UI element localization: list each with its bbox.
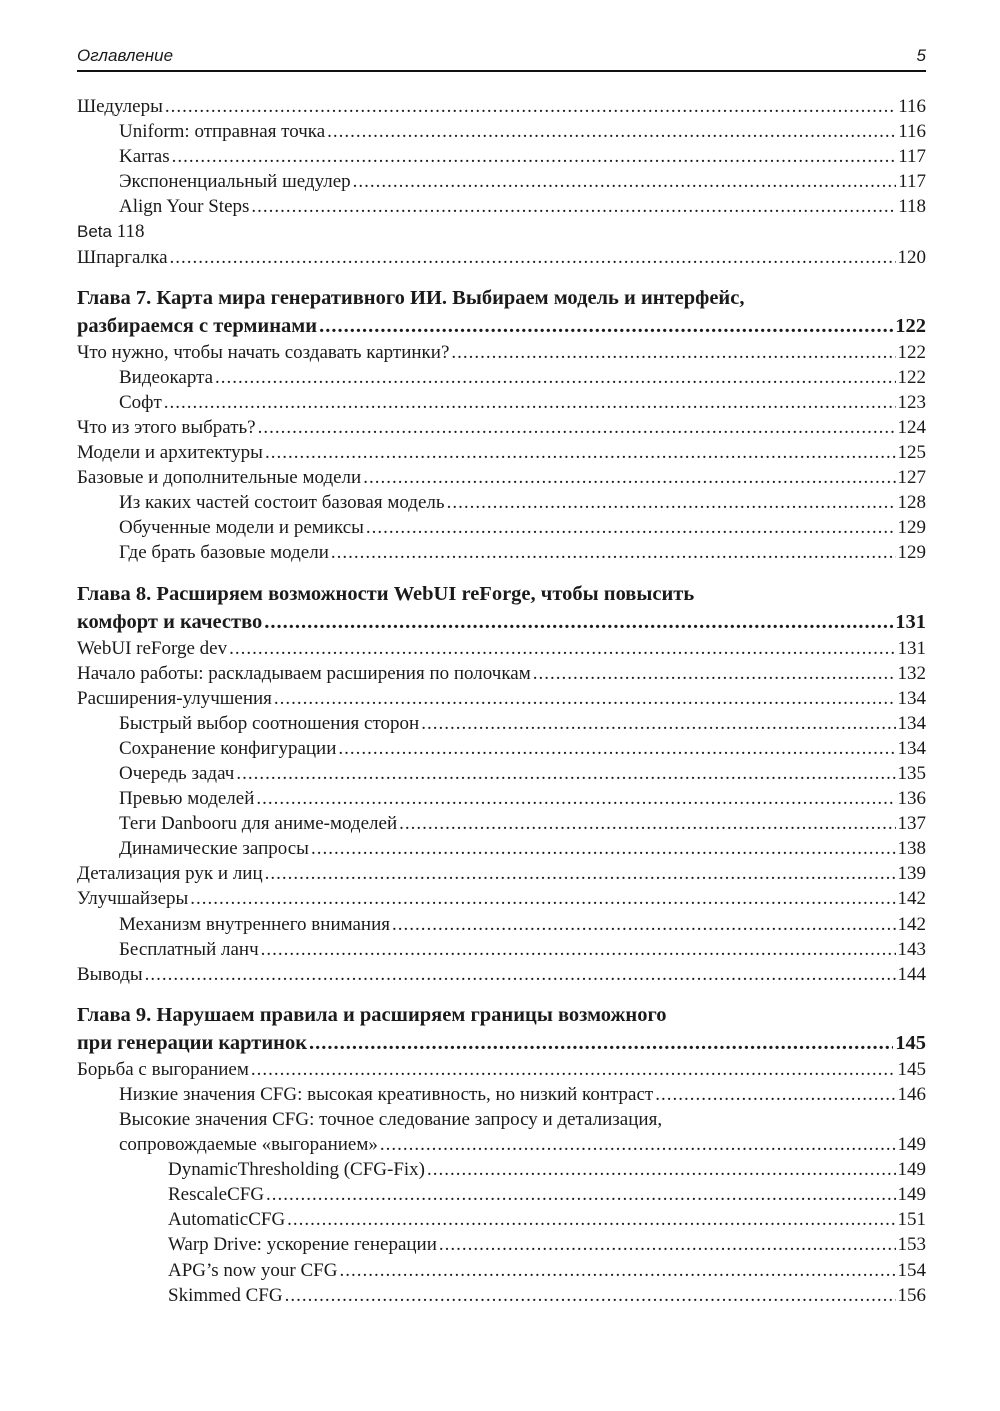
toc-entry[interactable]: Детализация рук и лиц ..... 139 [77,861,926,886]
toc-entry[interactable]: Warp Drive: ускорение генерации ..... 153 [77,1232,926,1257]
toc-entry[interactable]: AutomaticCFG ..... 151 [77,1207,926,1232]
toc-entry[interactable]: Что нужно, чтобы начать создавать картинки? ..... 122 [77,340,926,365]
toc-entry[interactable]: Skimmed CFG ..... 156 [77,1283,926,1308]
header-title: Оглавление [77,46,174,65]
toc-entry[interactable]: Align Your Steps ..... 118 [77,194,926,219]
toc-entry[interactable]: Где брать базовые модели ..... 129 [77,540,926,565]
toc-entry[interactable]: Очередь задач ..... 135 [77,761,926,786]
running-header [77,44,926,72]
toc-entry[interactable]: Из каких частей состоит базовая модель ..... 128 [77,490,926,515]
chapter-8-heading[interactable]: Глава 8. Расширяем возможности WebUI reForge, чтобы повысить комфорт и качество ..... 131 [77,580,926,636]
toc-entry[interactable]: Шедулеры ..... 116 [77,94,926,119]
toc-entry[interactable]: Экспоненциальный шедулер ..... 117 [77,169,926,194]
toc-entry[interactable]: Видеокарта ..... 122 [77,365,926,390]
toc-entry[interactable]: Uniform: отправная точка ..... 116 [77,119,926,144]
toc-entry[interactable]: APG’s now your CFG ..... 154 [77,1258,926,1283]
toc-entry-high-cfg[interactable]: сопровождаемые «выгоранием» ..... 149 [77,1132,926,1157]
toc-entry[interactable]: Что из этого выбрать? ..... 124 [77,415,926,440]
toc-entry[interactable]: Быстрый выбор соотношения сторон ..... 134 [77,711,926,736]
toc-entry[interactable]: Базовые и дополнительные модели ..... 127 [77,465,926,490]
table-of-contents [77,94,926,1308]
toc-entry[interactable]: RescaleCFG ..... 149 [77,1182,926,1207]
toc-entry[interactable]: WebUI reForge dev ..... 131 [77,636,926,661]
header-page-number: 5 [916,46,926,65]
toc-entry[interactable]: Превью моделей ..... 136 [77,786,926,811]
toc-entry[interactable]: Теги Danbooru для аниме-моделей ..... 137 [77,811,926,836]
toc-entry[interactable]: Бесплатный ланч ..... 143 [77,937,926,962]
toc-entry[interactable]: Модели и архитектуры ..... 125 [77,440,926,465]
toc-entry[interactable]: Обученные модели и ремиксы ..... 129 [77,515,926,540]
toc-entry[interactable]: Софт ..... 123 [77,390,926,415]
toc-entry[interactable]: Механизм внутреннего внимания ..... 142 [77,912,926,937]
toc-entry[interactable]: Сохранение конфигурации ..... 134 [77,736,926,761]
toc-entry[interactable]: Начало работы: раскладываем расширения по полочкам ..... 132 [77,661,926,686]
toc-entry[interactable]: Выводы ..... 144 [77,962,926,987]
toc-entry[interactable]: DynamicThresholding (CFG-Fix) ..... 149 [77,1157,926,1182]
toc-entry[interactable]: Karras ..... 117 [77,144,926,169]
toc-entry[interactable]: Низкие значения CFG: высокая креативность, но низкий контраст ..... 146 [77,1082,926,1107]
toc-entry[interactable]: Улучшайзеры ..... 142 [77,886,926,911]
toc-entry[interactable]: Шпаргалка ..... 120 [77,245,926,270]
toc-entry[interactable]: Борьба с выгоранием ..... 145 [77,1057,926,1082]
chapter-9-heading[interactable]: Глава 9. Нарушаем правила и расширяем границы возможного при генерации картинок ..... 145 [77,1001,926,1057]
chapter-7-heading[interactable]: Глава 7. Карта мира генеративного ИИ. Выбираем модель и интерфейс, разбираемся с терминами ..... 122 [77,284,926,340]
toc-entry-high-cfg-line1[interactable]: Высокие значения CFG: точное следование запросу и детализация, [119,1109,663,1130]
toc-entry-beta[interactable]: Beta 118 [77,221,145,243]
toc-entry[interactable]: Расширения-улучшения ..... 134 [77,686,926,711]
toc-entry[interactable]: Динамические запросы ..... 138 [77,836,926,861]
